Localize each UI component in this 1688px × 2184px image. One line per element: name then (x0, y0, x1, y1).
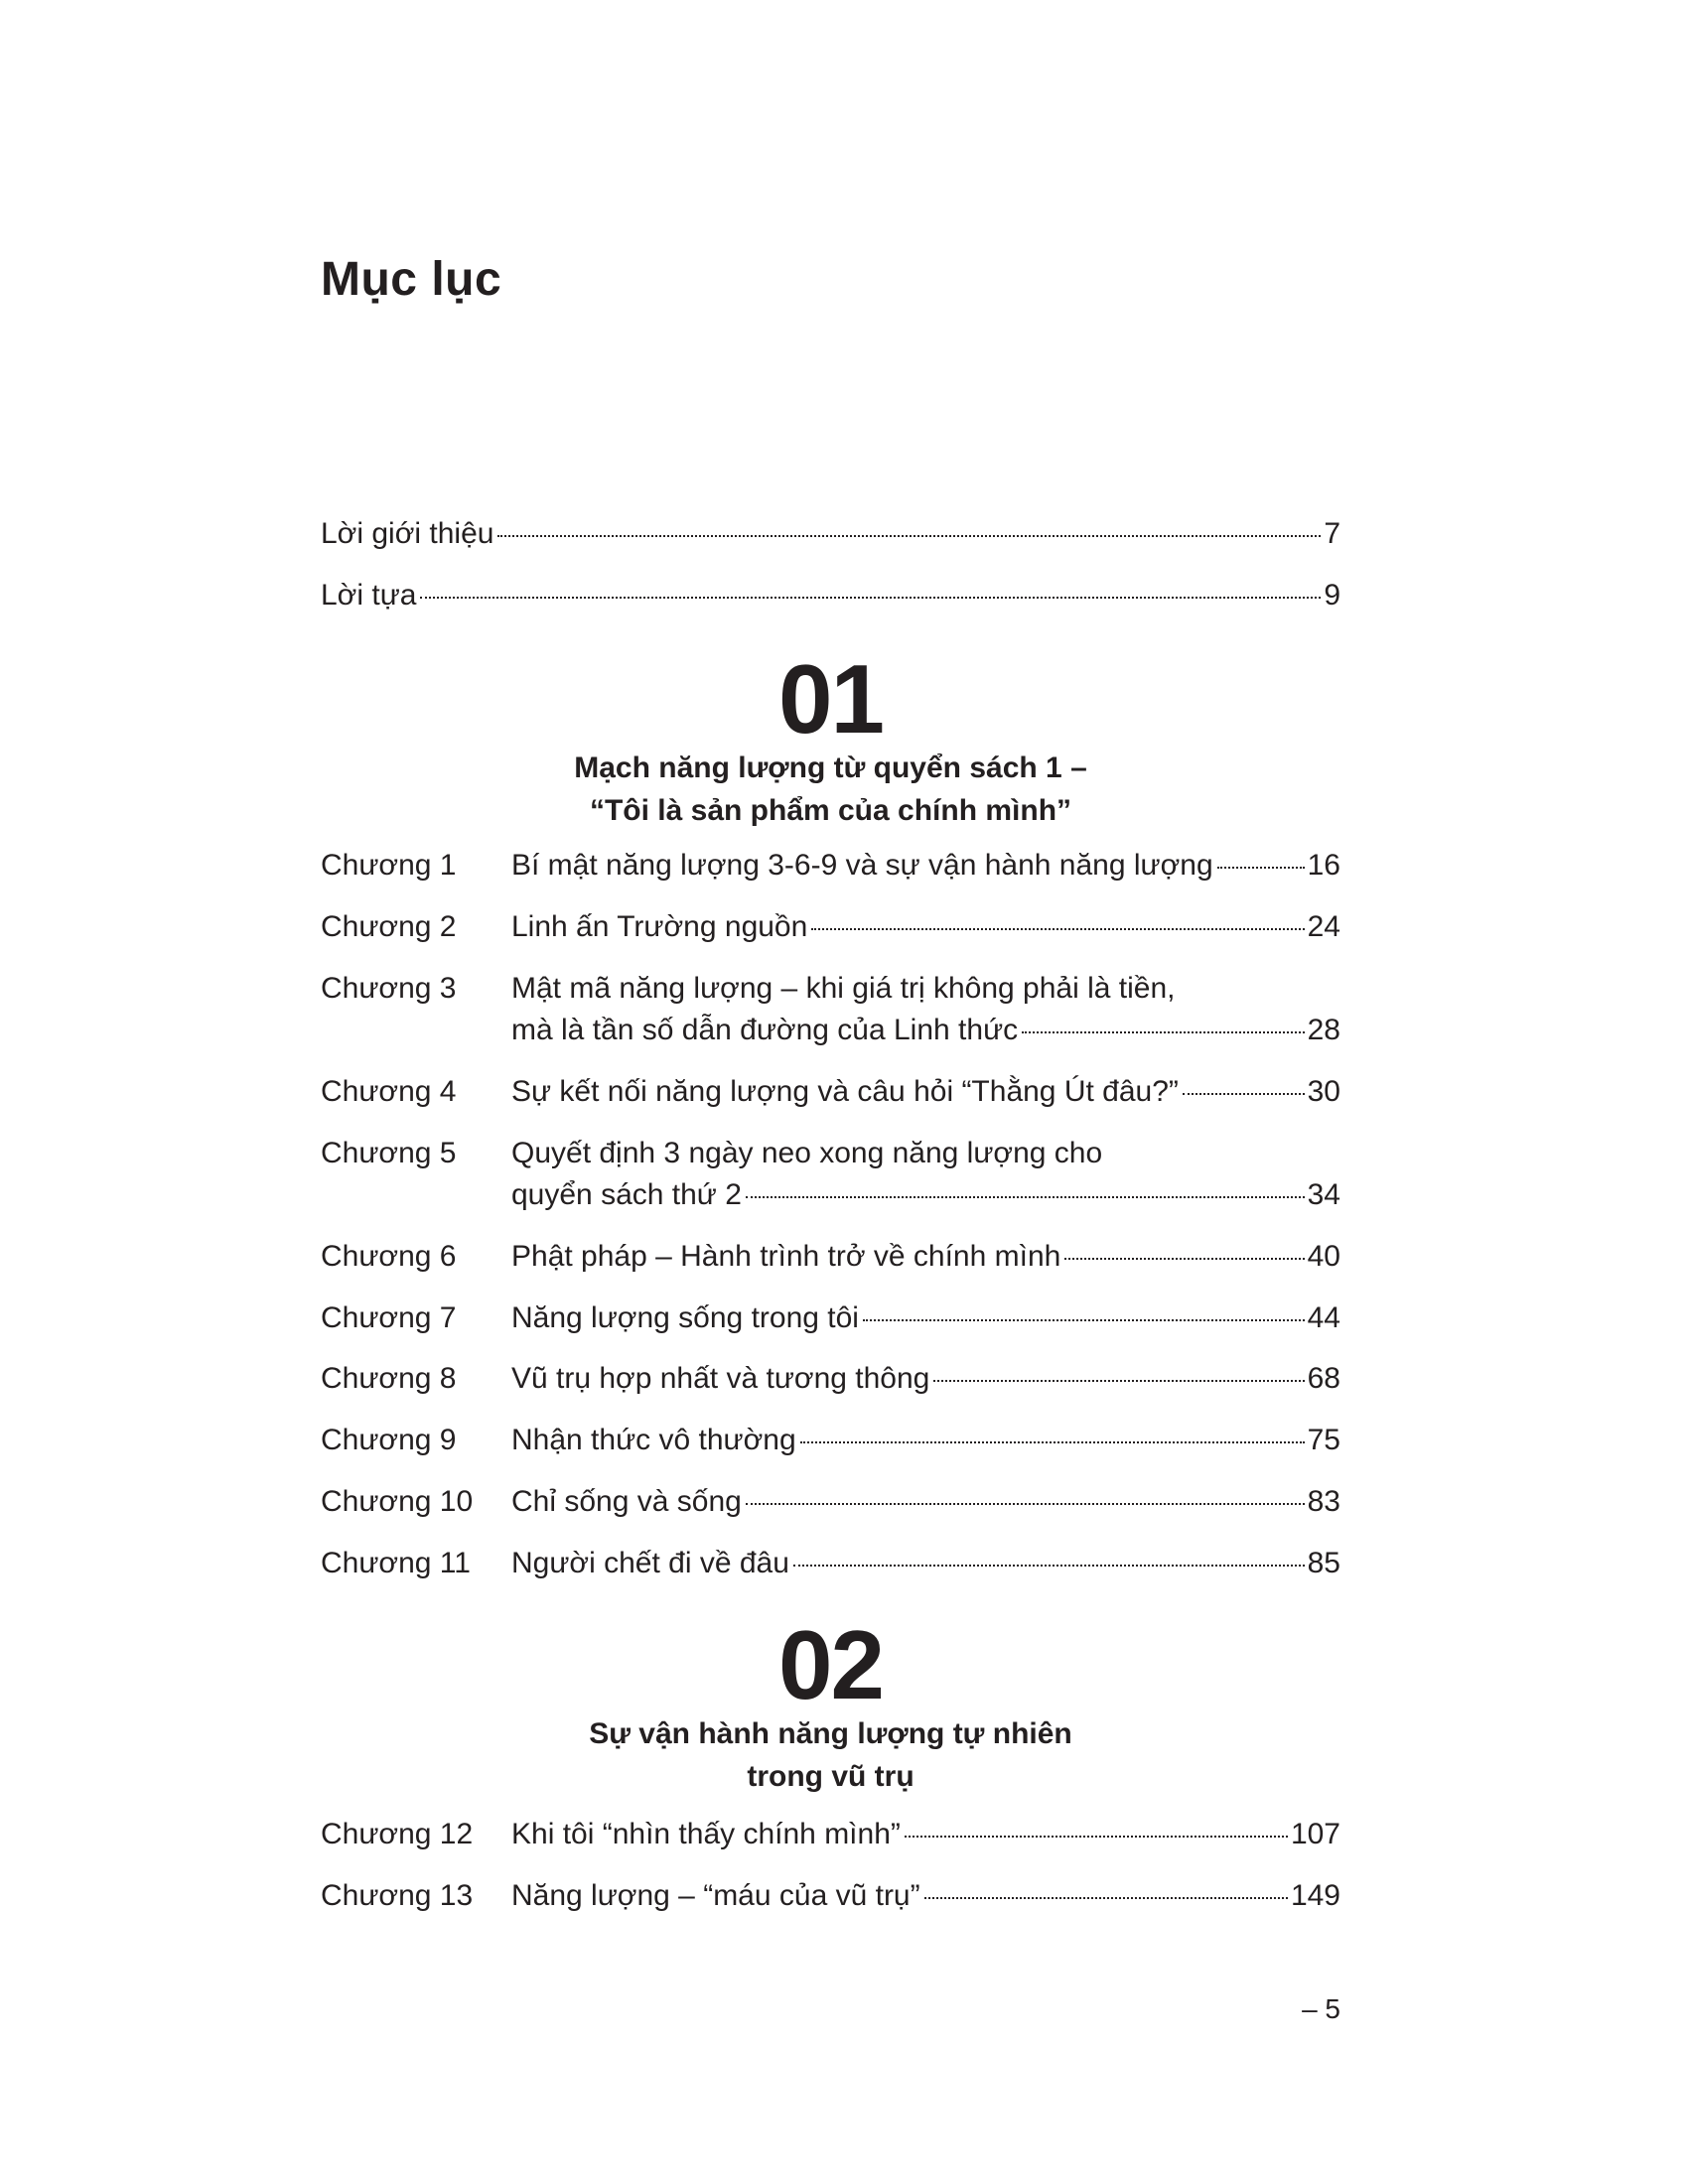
part-title-line: “Tôi là sản phẩm của chính mình” (589, 794, 1072, 827)
part-title-line: Mạch năng lượng từ quyển sách 1 – (574, 751, 1087, 784)
entry-page: 9 (1324, 579, 1340, 612)
dot-leader (1217, 867, 1305, 869)
chapter-label: Chương 2 (321, 910, 457, 943)
dot-leader (924, 1897, 1288, 1899)
dot-leader (497, 535, 1321, 537)
chapter-page: 34 (1307, 1178, 1340, 1211)
dot-leader (420, 597, 1321, 599)
dot-leader (746, 1196, 1305, 1198)
chapter-title: Năng lượng – “máu của vũ trụ” (511, 1879, 920, 1912)
dot-leader (905, 1836, 1288, 1838)
chapter-label: Chương 8 (321, 1362, 457, 1395)
part-number: 01 (777, 644, 883, 753)
chapter-title: Sự kết nối năng lượng và câu hỏi “Thằng Út đâu?” (511, 1075, 1179, 1108)
chapter-page: 40 (1307, 1240, 1340, 1273)
chapter-page: 28 (1307, 1014, 1340, 1046)
chapter-label: Chương 11 (321, 1547, 471, 1579)
chapter-title: Vũ trụ hợp nhất và tương thông (511, 1362, 930, 1395)
chapter-label: Chương 12 (321, 1818, 474, 1850)
chapter-label: Chương 3 (321, 972, 457, 1005)
front-matter-item (321, 575, 1340, 616)
chapter-label: Chương 9 (321, 1424, 457, 1456)
chapter-label: Chương 4 (321, 1075, 457, 1108)
chapter-label: Chương 1 (321, 849, 457, 882)
chapter-page: 83 (1307, 1485, 1340, 1518)
dot-leader (933, 1380, 1304, 1382)
part-number: 02 (777, 1610, 883, 1719)
chapter-label: Chương 7 (321, 1301, 457, 1334)
chapter-page: 68 (1307, 1362, 1340, 1395)
dot-leader (793, 1565, 1305, 1567)
chapter-page: 44 (1307, 1301, 1340, 1334)
dot-leader (1064, 1258, 1304, 1260)
chapter-title: Quyết định 3 ngày neo xong năng lượng cho (511, 1137, 1103, 1169)
chapter-page: 107 (1290, 1818, 1340, 1850)
chapter-page: 75 (1307, 1424, 1340, 1456)
part-title-line: trong vũ trụ (747, 1760, 914, 1793)
chapter-page: 16 (1307, 849, 1340, 882)
chapter-page: 149 (1290, 1879, 1340, 1912)
chapter-page: 30 (1307, 1075, 1340, 1108)
dot-leader (1183, 1093, 1305, 1095)
page-number: – 5 (1302, 1993, 1340, 2024)
part-heading (321, 1610, 1340, 1798)
front-matter-item (321, 513, 1340, 555)
chapter-label: Chương 13 (321, 1879, 474, 1912)
chapter-label: Chương 6 (321, 1240, 457, 1273)
chapter-title: Linh ấn Trường nguồn (511, 910, 808, 943)
entry-page: 7 (1324, 517, 1340, 550)
chapter-title: Khi tôi “nhìn thấy chính mình” (511, 1818, 901, 1850)
page-title: Mục lục (321, 253, 502, 306)
chapter-title: Bí mật năng lượng 3-6-9 và sự vận hành năng lượng (511, 849, 1213, 882)
chapter-page: 24 (1307, 910, 1340, 943)
chapter-label: Chương 10 (321, 1485, 474, 1518)
chapter-title: Nhận thức vô thường (511, 1424, 796, 1456)
chapter-title-cont: mà là tần số dẫn đường của Linh thức (511, 1014, 1019, 1046)
dot-leader (1022, 1031, 1304, 1033)
chapter-title: Năng lượng sống trong tôi (511, 1301, 859, 1334)
chapter-page: 85 (1307, 1547, 1340, 1579)
part-title-line: Sự vận hành năng lượng tự nhiên (589, 1717, 1072, 1750)
chapter-title: Mật mã năng lượng – khi giá trị không phải là tiền, (511, 972, 1176, 1005)
chapter-title: Phật pháp – Hành trình trở về chính mình (511, 1240, 1061, 1273)
chapter-title: Chỉ sống và sống (511, 1485, 742, 1518)
chapter-title-cont: quyển sách thứ 2 (511, 1178, 742, 1211)
dot-leader (811, 928, 1304, 930)
chapter-label: Chương 5 (321, 1137, 457, 1169)
chapter-title: Người chết đi về đâu (511, 1547, 789, 1579)
dot-leader (863, 1319, 1305, 1321)
entry-title: Lời tựa (321, 579, 417, 612)
entry-title: Lời giới thiệu (321, 517, 494, 550)
dot-leader (746, 1503, 1305, 1505)
part-heading (321, 644, 1340, 832)
dot-leader (800, 1441, 1305, 1443)
